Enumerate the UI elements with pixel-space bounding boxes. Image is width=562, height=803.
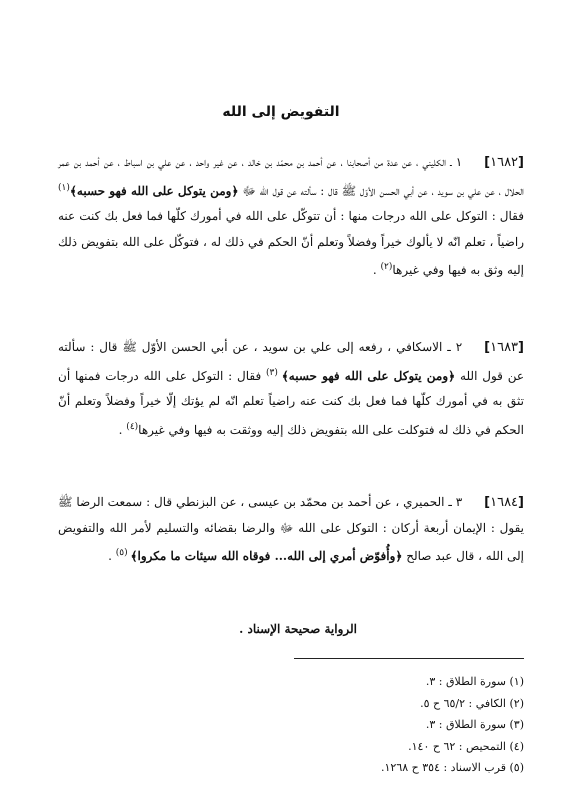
narration-text: .: [108, 549, 116, 563]
narration-text: .: [118, 422, 127, 437]
hadith-number: [١٦٨٣]: [484, 340, 524, 355]
footnote: (٥) قرب الاسناد : ٣٥٤ ح ١٢٦٨.: [381, 761, 524, 774]
hadith-text: [58, 340, 524, 437]
hadith-text: [58, 495, 524, 563]
footnote-divider: [294, 658, 524, 659]
footnote-marker: (٥): [115, 548, 131, 558]
footnote-marker: (٢): [380, 262, 393, 272]
footnote-marker: (٤): [126, 421, 139, 432]
chain-note: الرواية صحيحة الإسناد .: [239, 622, 357, 636]
narration-text: .: [372, 263, 381, 277]
hadith-1683: [58, 335, 524, 443]
narration-text: فقال : التوكل على الله درجات منها : أن تتوكّل على الله في أمورك كلّها فما فعل بك كنت عنه راضياً ، تعلم انّه لا يألوك خيراً وفضلاً وتعلم أنّ الحكم في ذلك له ، فتوكّل على الله بتفويض ذلك إليه وثق به فيها وفي غيرها: [58, 209, 524, 277]
footnote: (٣) سورة الطلاق : ٣.: [425, 718, 524, 731]
narration-text: فقال : التوكل على الله درجات فمنها أن تثق به في أمورك كلّها فما فعل بك كنت عنه راضياً تعلم انّه لم يؤتك إلّا خيراً وفضلاً وتعلم أنّ الحكم في ذلك له فتوكلت على الله بتفويض ذلك إليه ووثقت به فيها وفي غيرها: [58, 368, 524, 437]
footnote-marker: (٣): [266, 367, 282, 378]
footnote: (٤) التمحيص : ٦٢ ح ١٤٠.: [408, 739, 524, 753]
footnote: (١) سورة الطلاق : ٣.: [425, 675, 524, 688]
quran-verse: ﴿ومن يتوكل على الله فهو حسبه﴾: [281, 368, 456, 383]
hadith-1684: [58, 490, 524, 570]
section-title: التفويض إلى الله: [222, 104, 340, 120]
quran-verse: ﴿ومن يتوكل على الله فهو حسبه﴾: [69, 183, 239, 198]
hadith-text: [58, 155, 524, 277]
hadith-1682: [58, 150, 524, 284]
hadith-number: [١٦٨٤]: [484, 495, 524, 510]
quran-verse: ﴿وأُفوّض أمري إلى الله... فوقاه الله سيئات ما مكروا﴾: [130, 549, 403, 563]
narration-text: ١ ـ الكليني ، عن عدة من أصحابنا ، عن أحمد بن محمّد بن خالد ، عن غير واحد ، عن علي بن اسباط ، عن أحمد بن عمر الحلال ، عن علي بن سويد ، عن أبي الحسن الأوّل ﷺ قال : سألته عن قول الله ﷻ: [58, 155, 524, 198]
footnote-marker: (١): [58, 182, 70, 193]
narration-text: ٢ ـ الاسكافي ، رفعه إلى علي بن سويد ، عن أبي الحسن الأوّل ﷺ قال : سألته عن قول الله: [58, 340, 524, 383]
hadith-number: [١٦٨٢]: [484, 155, 524, 170]
footnote: (٢) الكافي : ٦٥/٢ ح ٥.: [420, 696, 524, 710]
footnotes: [264, 671, 524, 779]
narration-text: ٣ ـ الحميري ، عن أحمد بن محمّد بن عيسى ، عن البزنطي قال : سمعت الرضا ﷺ يقول : الإيمان أربعة أركان : التوكل على الله ﷻ والرضا بقضائه والتسليم لأمر الله والتفويض إلى الله ، قال عبد صالح: [58, 495, 524, 563]
